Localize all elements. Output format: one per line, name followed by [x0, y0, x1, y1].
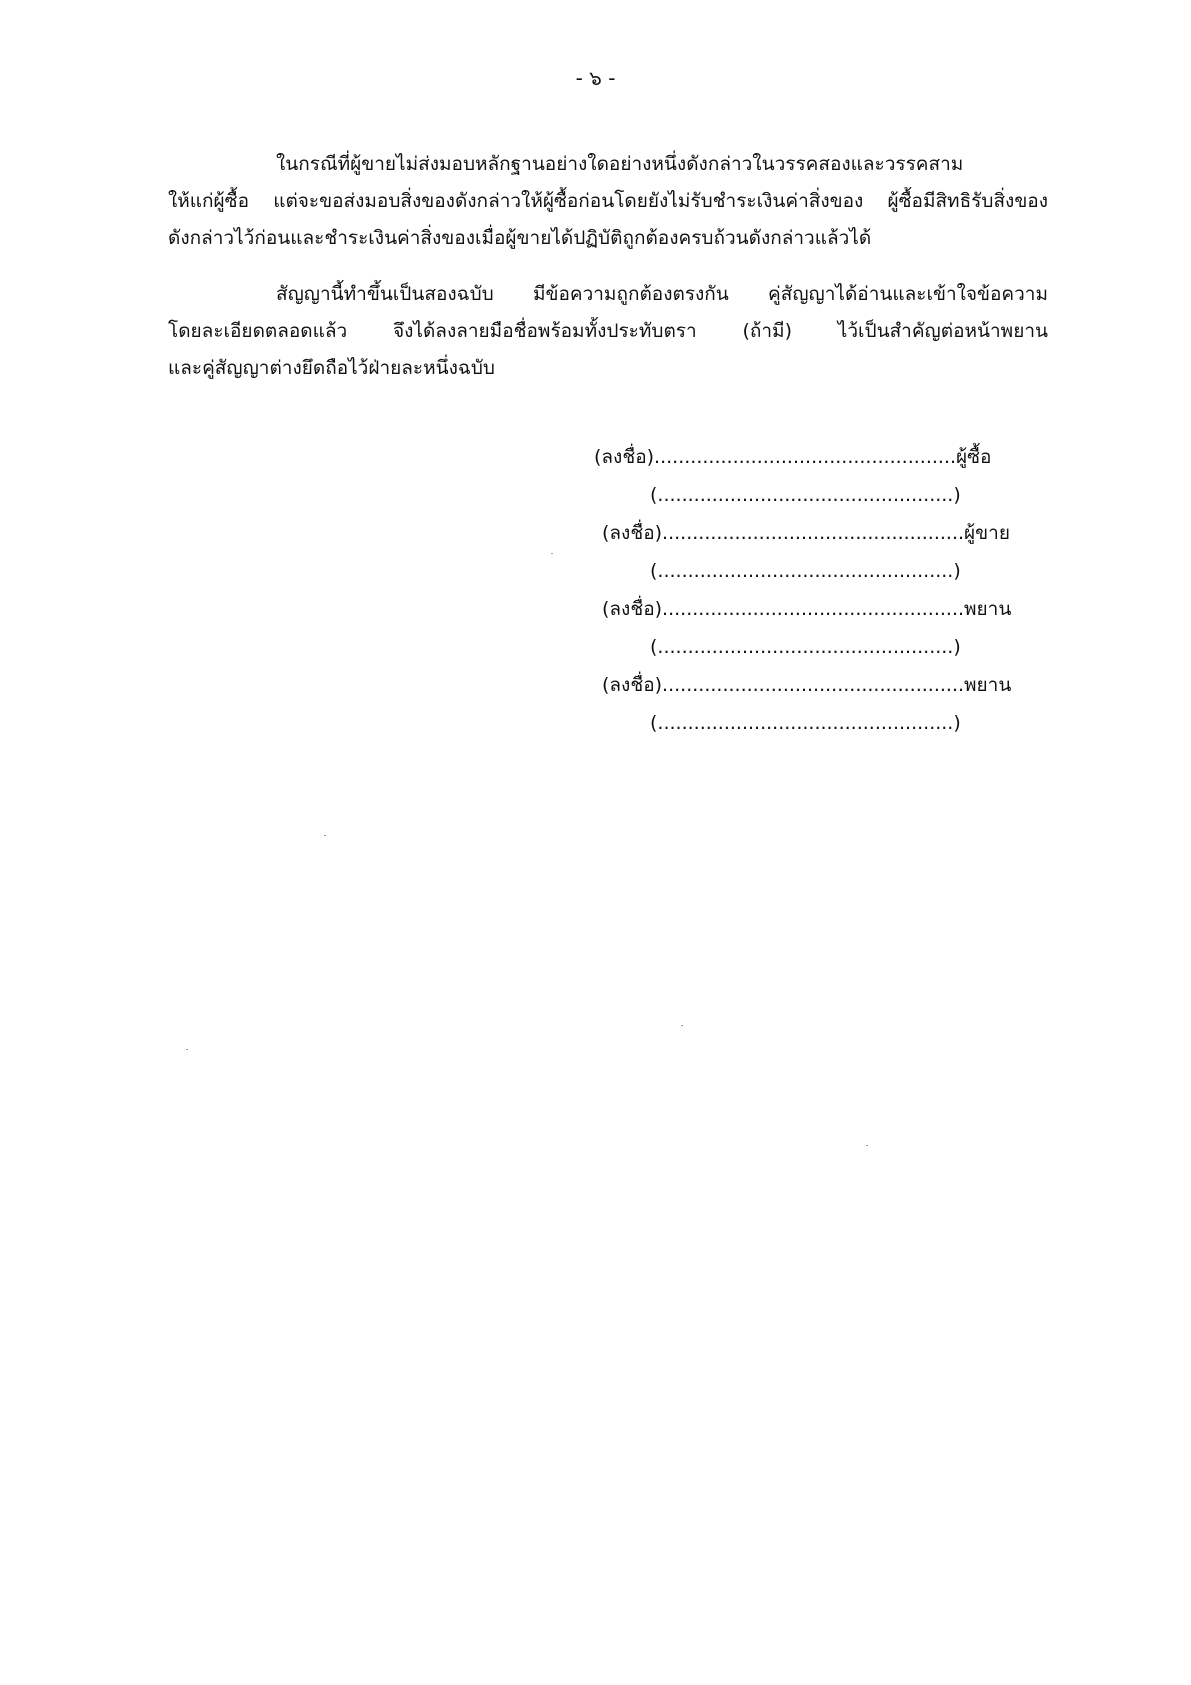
scan-speck: [186, 1049, 188, 1050]
signature-line-seller: (ลงชื่อ)..................................................ผู้ขาย: [602, 522, 1010, 544]
scan-speck: [324, 835, 326, 836]
paragraph-evidence-delivery: [168, 146, 1048, 257]
printed-name-line-seller: (.................................................): [650, 560, 961, 582]
scan-speck: [866, 1145, 868, 1146]
scan-speck: [681, 1025, 683, 1026]
signature-block: [594, 438, 1014, 742]
paragraph-line: โดยละเอียดตลอดแล้ว จึงได้ลงลายมือชื่อพร้อมทั้งประทับตรา (ถ้ามี) ไว้เป็นสำคัญต่อหน้าพยาน: [168, 320, 1048, 342]
printed-name-line-witness-2: (.................................................): [650, 712, 961, 734]
page-number: - ๖ -: [575, 66, 616, 90]
paragraph-line: และคู่สัญญาต่างยึดถือไว้ฝ่ายละหนึ่งฉบับ: [168, 357, 495, 379]
paragraph-line: ในกรณีที่ผู้ขายไม่ส่งมอบหลักฐานอย่างใดอย่างหนึ่งดังกล่าวในวรรคสองและวรรคสาม: [276, 153, 964, 175]
printed-name-line-witness-1: (.................................................): [650, 636, 961, 658]
paragraph-contract-copies: [168, 276, 1048, 387]
paragraph-line: สัญญานี้ทำขึ้นเป็นสองฉบับ มีข้อความถูกต้องตรงกัน คู่สัญญาได้อ่านและเข้าใจข้อความ: [276, 283, 1048, 305]
scan-speck: [551, 553, 553, 554]
signature-line-witness-1: (ลงชื่อ)..................................................พยาน: [602, 598, 1012, 620]
paragraph-line: ให้แก่ผู้ซื้อ แต่จะขอส่งมอบสิ่งของดังกล่าวให้ผู้ซื้อก่อนโดยยังไม่รับชำระเงินค่าสิ่งของ ผู้ซื้อมีสิทธิรับสิ่งของ: [168, 190, 1048, 212]
signature-line-buyer: (ลงชื่อ)..................................................ผู้ซื้อ: [594, 446, 992, 468]
paragraph-line: ดังกล่าวไว้ก่อนและชำระเงินค่าสิ่งของเมื่อผู้ขายได้ปฏิบัติถูกต้องครบถ้วนดังกล่าวแล้วได้: [168, 227, 872, 249]
signature-line-witness-2: (ลงชื่อ)..................................................พยาน: [602, 674, 1012, 696]
printed-name-line-buyer: (.................................................): [650, 484, 961, 506]
